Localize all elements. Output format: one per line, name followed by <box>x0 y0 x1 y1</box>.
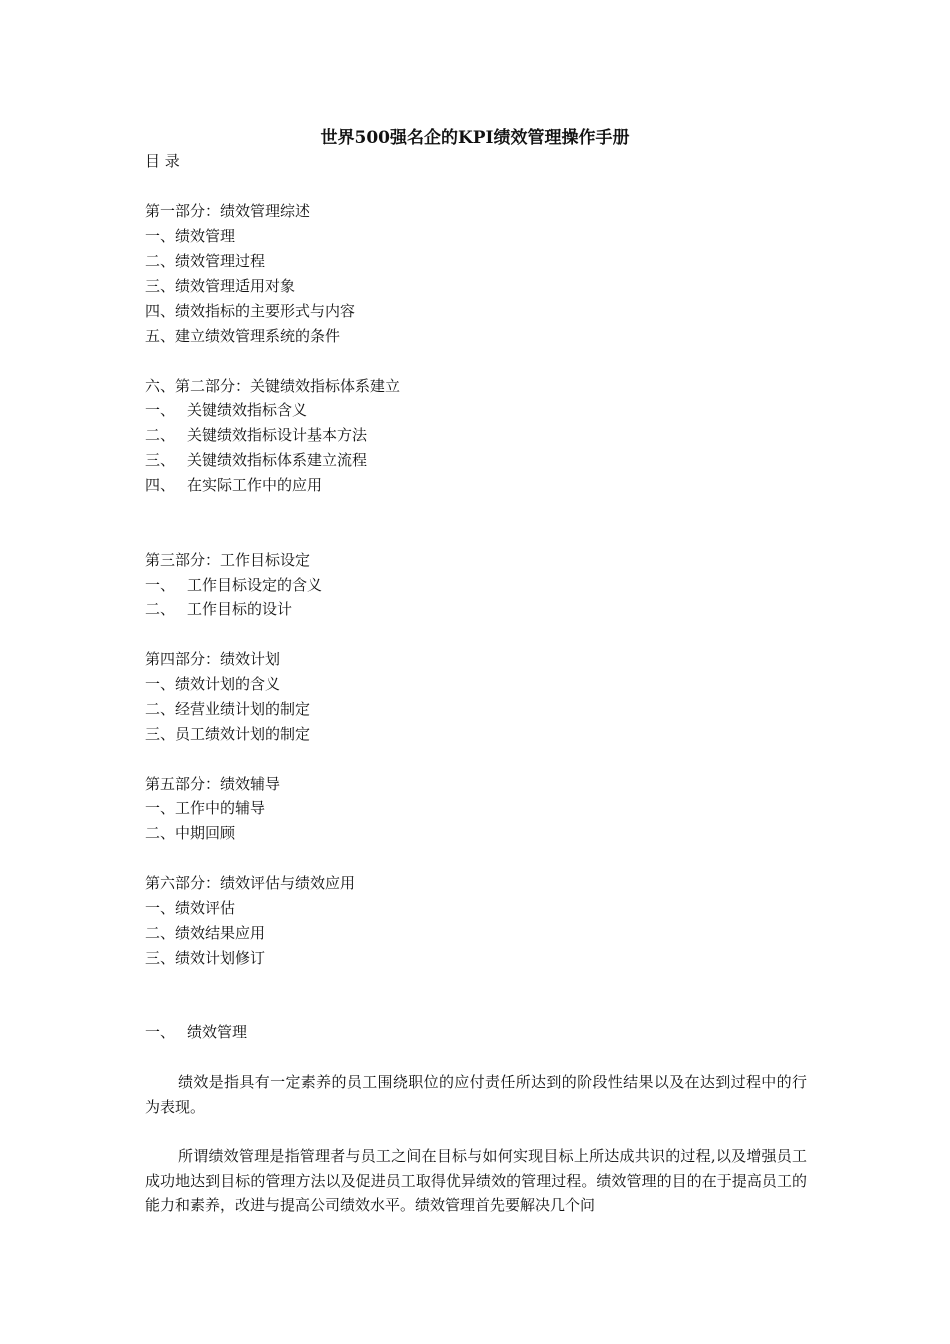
body-paragraph: 绩效是指具有一定素养的员工围绕职位的应付责任所达到的阶段性结果以及在达到过程中的行为表现。 <box>145 1073 807 1116</box>
toc-part6-item: 三、绩效计划修订 <box>145 949 266 967</box>
toc-part2-item <box>145 450 367 470</box>
toc-item-text: 在实际工作中的应用 <box>187 476 323 494</box>
document-title: 世界500强名企的KPI绩效管理操作手册 <box>320 128 630 148</box>
toc-part3-item <box>145 599 292 619</box>
toc-item-text: 工作目标的设计 <box>187 600 293 618</box>
toc-item-text: 关键绩效指标体系建立流程 <box>187 451 368 469</box>
toc-part6-item: 二、绩效结果应用 <box>145 924 266 942</box>
toc-item-number: 三、 <box>145 451 176 469</box>
toc-part5-item: 二、中期回顾 <box>145 824 236 842</box>
toc-part4-heading: 第四部分：绩效计划 <box>145 650 281 668</box>
toc-part2-heading: 六、第二部分：关键绩效指标体系建立 <box>145 377 401 395</box>
toc-part1-heading: 第一部分：绩效管理综述 <box>145 202 311 220</box>
toc-part5-heading: 第五部分：绩效辅导 <box>145 775 281 793</box>
toc-heading: 目 录 <box>145 152 180 170</box>
toc-item-number: 二、 <box>145 600 176 618</box>
toc-item-text: 关键绩效指标含义 <box>187 401 308 419</box>
toc-part1-item: 二、绩效管理过程 <box>145 252 266 270</box>
toc-item-number: 四、 <box>145 476 176 494</box>
toc-item-text: 关键绩效指标设计基本方法 <box>187 426 368 444</box>
toc-part4-item: 二、经营业绩计划的制定 <box>145 700 311 718</box>
section-title: 绩效管理 <box>187 1023 248 1041</box>
toc-part4-item: 一、绩效计划的含义 <box>145 675 281 693</box>
toc-part2-item <box>145 425 367 445</box>
toc-item-number: 一、 <box>145 576 176 594</box>
toc-part6-item: 一、绩效评估 <box>145 899 236 917</box>
toc-part2-item <box>145 475 322 495</box>
toc-item-number: 一、 <box>145 401 176 419</box>
toc-part2-item <box>145 400 307 420</box>
toc-part6-heading: 第六部分：绩效评估与绩效应用 <box>145 874 356 892</box>
toc-part3-item <box>145 575 322 595</box>
toc-part4-item: 三、员工绩效计划的制定 <box>145 725 311 743</box>
section-number: 一、 <box>145 1023 176 1041</box>
body-paragraph: 所谓绩效管理是指管理者与员工之间在目标与如何实现目标上所达成共识的过程,以及增强员工成功地达到目标的管理方法以及促进员工取得优异绩效的管理过程。绩效管理的目的在于提高员工的能力和素养，改进与提高公司绩效水平。绩效管理首先要解决几个问 <box>145 1147 807 1214</box>
toc-part5-item: 一、工作中的辅导 <box>145 799 266 817</box>
toc-part1-item: 一、绩效管理 <box>145 227 236 245</box>
toc-part1-item: 四、绩效指标的主要形式与内容 <box>145 302 356 320</box>
toc-item-number: 二、 <box>145 426 176 444</box>
toc-item-text: 工作目标设定的含义 <box>187 576 323 594</box>
section-heading <box>145 1022 247 1042</box>
toc-part1-item: 五、建立绩效管理系统的条件 <box>145 327 341 345</box>
toc-part3-heading: 第三部分：工作目标设定 <box>145 551 311 569</box>
toc-part1-item: 三、绩效管理适用对象 <box>145 277 296 295</box>
